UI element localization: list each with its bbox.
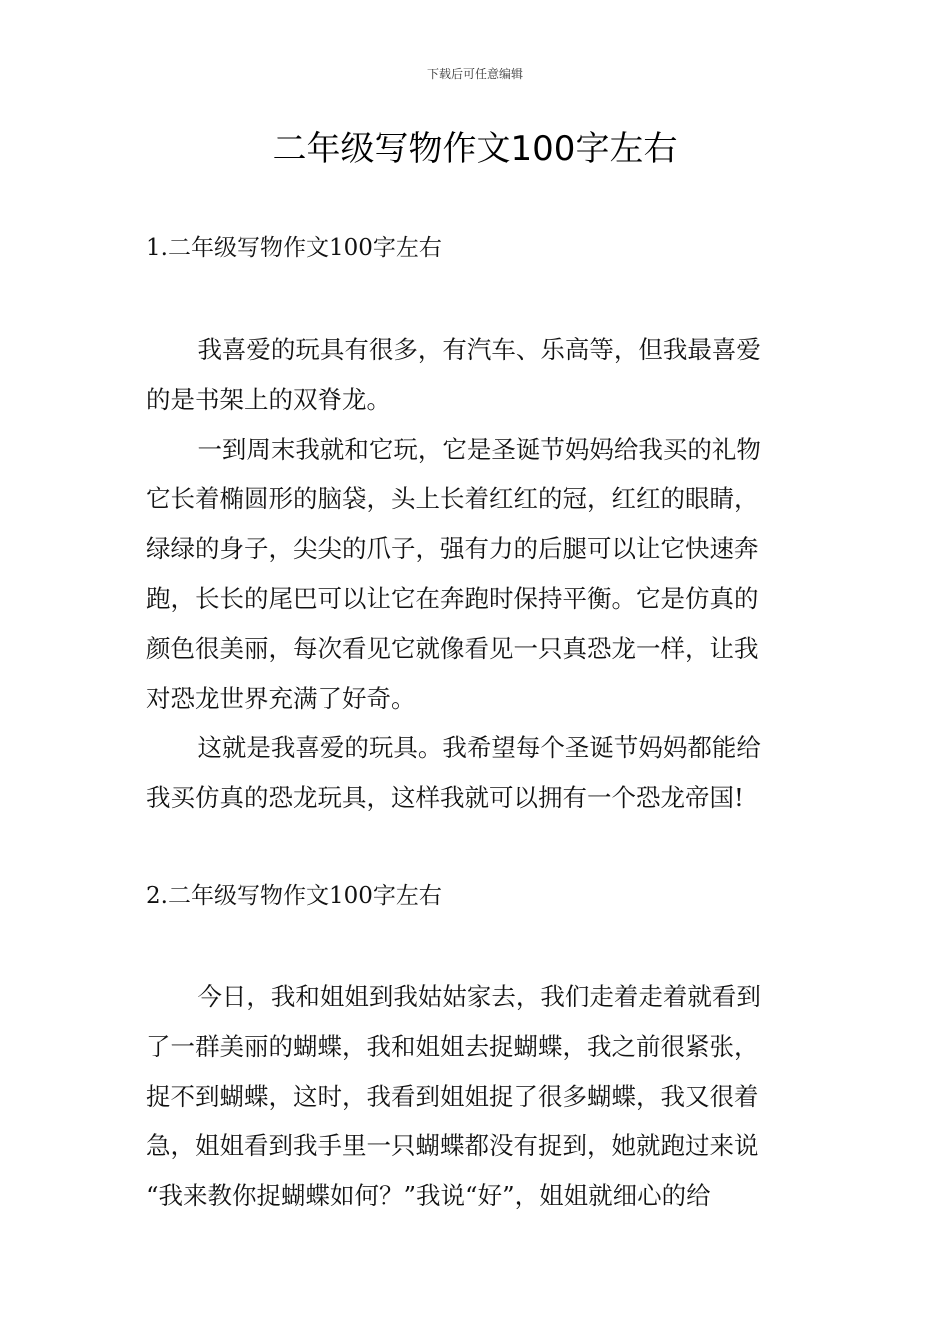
section-1-heading: 1.二年级写物作文100字左右	[146, 235, 442, 261]
header-note: 下载后可任意编辑	[426, 67, 523, 81]
document-title: 二年级写物作文100字左右	[272, 129, 678, 169]
paragraph: 我喜爱的玩具有很多，有汽车、乐高等，但我最喜爱 的是书架上的双脊龙。	[146, 335, 761, 414]
section-2-body	[146, 972, 808, 1221]
section-1-body	[146, 325, 808, 823]
paragraph: 今日，我和姐姐到我姑姑家去，我们走着走着就看到 了一群美丽的蝴蝶，我和姐姐去捉蝴蝶，我之前很紧张， 捉不到蝴蝶，这时，我看到姐姐捉了很多蝴蝶，我又很着 急，姐姐看到我手里一只蝴蝶都没有捉到，她就跑过来说 “我来教你捉蝴蝶如何？”我说“好”，姐姐就细心的给	[146, 982, 761, 1211]
paragraph: 一到周末我就和它玩，它是圣诞节妈妈给我买的礼物 它长着椭圆形的脑袋，头上长着红红的冠，红红的眼睛， 绿绿的身子，尖尖的爪子，强有力的后腿可以让它快速奔 跑，长长的尾巴可以让它在奔跑时保持平衡。它是仿真的 颜色很美丽，每次看见它就像看见一只真恐龙一样，让我 对恐龙世界充满了好奇。	[146, 434, 761, 713]
section-2-heading: 2.二年级写物作文100字左右	[146, 883, 442, 909]
paragraph: 这就是我喜爱的玩具。我希望每个圣诞节妈妈都能给 我买仿真的恐龙玩具，这样我就可以拥有一个恐龙帝国!	[146, 733, 761, 813]
